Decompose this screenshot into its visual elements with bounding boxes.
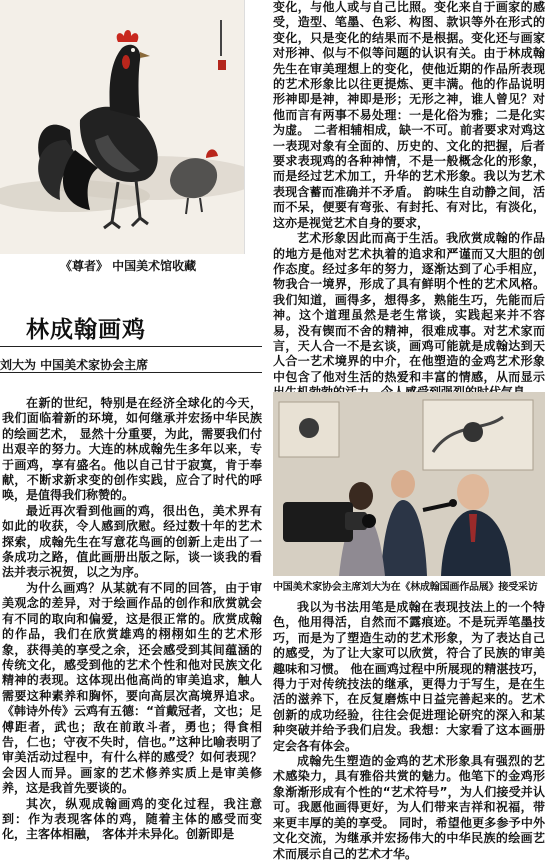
author-line: 刘大为 中国美术家协会主席 — [0, 358, 149, 372]
author-divider — [0, 372, 262, 373]
left-column — [2, 396, 262, 843]
photo-caption: 中国美术家协会主席刘大为在《林成翰国画作品展》接受采访 — [273, 582, 538, 593]
title-divider — [0, 346, 262, 347]
paragraph: 为什么画鸡？从某就有不同的回答，由于审美观念的差异，对于绘画作品的创作和欣赏就会有不同的取向和偏爱，这是很正常的。欣赏成翰的作品，我们在欣赏雄鸡的栩栩如生的艺术形象，获得美的享受之余，还会感受到其间蕴涵的传统文化，感受到他的艺术个性和他对民族文化精神的表现。这体现出他高尚的审美追求，触人需要这种素养和胸怀，要向高层次高境界追求。《韩诗外传》云鸡有五德：“首戴冠者，文也；足傅距者，武也；敌在前敢斗者，勇也；得食相告，仁也；守夜不失时，信也。”这种比喻表明了审美活动过程中，有什么样的感受？如何表现？会因人而异。画家的艺术修养实质上是审美修养，这是我首先要谈的。 — [2, 580, 262, 796]
paragraph: 艺术形象因此而高于生活。我欣赏成翰的作品的地方是他对艺术执着的追求和严谨而又大胆的创作态度。经过多年的努力，逐渐达到了心手相应，物我合一境界，形成了具有鲜明个性的艺术风格。我们知道，画得多，想得多，熟能生巧，先能而后神。这个道理虽然是老生常谈，实践起来并不容易，没有锲而不舍的精神，很难成事。对艺术家而言，天人合一不是玄谈，画鸡可能就是成翰达到天人合一艺术境界的中介，在他塑造的金鸡艺术形象中包含了他对生活的热爱和丰富的情感，从而显示 — [273, 231, 545, 384]
interview-scene-illustration — [273, 392, 545, 576]
interview-photo — [273, 392, 545, 576]
rooster-ink-illustration — [0, 0, 244, 254]
paragraph: 其次，纵观成翰画鸡的变化过程，我注意到：作为表现客体的鸡，随着主体的感受而变化，主客体相融， 客体并未异化。创新即是 — [2, 796, 262, 842]
painting-caption: 《尊者》 中国美术馆收藏 — [60, 259, 197, 273]
paragraph: 我以为书法用笔是成翰在表现技法上的一个特色，他用得活，自然而不露痕迹。不是玩弄笔墨技巧，而是为了塑造生动的艺术形象，为了表达自己的感受，为了让大家可以欣赏，符合了民族的审美趣味和习惯。 他在画鸡过程中所展现的精湛技巧，得力于对传统技法的继承，更得力于写生，是在生活的滋养下，在反复磨炼中日益完善起来的。艺术创新的成功经验，往往会促进理论研究的深入和某种突破并给予我们启发。我想：大家看了这本画册定会各有体会。 — [273, 600, 545, 753]
paragraph: 最近再次看到他画的鸡，很出色，美术界有如此的收获，令人感到欣慰。经过数十年的艺术探索，成翰先生在写意花鸟画的创新上走出了一条成功之路，值此画册出版之际，谈一谈我的看法并表示祝贺，以之为序。 — [2, 503, 262, 580]
paragraph: 成翰先生塑造的金鸡的艺术形象具有强烈的艺术感染力，具有雅俗共赏的魅力。他笔下的金鸡形象渐渐形成有个性的“艺术符号”，为人们接受并认可。我愿他画得更好，为人们带来吉祥和祝福，带来更丰厚的美的享受。 同时，希望他更多参予中外文化交流，为继承并宏扬伟大的中华民族的绘画艺术而展示自己的艺术才华。 — [273, 754, 545, 861]
paragraph: 变化，与他人或与自己比照。变化来自于画家的感受，造型、笔墨、色彩、构图、款识等外在形式的变化，只是变化的结果而不是根据。变化还与画家对形神、似与不似等问题的认识有关。由于林成翰先生在审美理想上的变化，使他近期的作品所表现的艺术形象比以往更提炼、更丰满。他的作品说明形神即是神，神即是形；无形之神，谁人曾见？对他而言有两事不易处理：一是化俗为雅；二是化实为虚。 二者相辅相成，缺一不可。前者要求对鸡这一表现对象有全面的、历史的、文化的把握，后者要求表现鸡的各种神情，不是一般概念化的形象，而是经过艺术加工，升华的艺术形象。我以为艺术表现含蓄而准确并不矛盾。 韵味生自动静之间，活而不呆，便要有弯张、有封托、有对比，有淡化，这亦是视觉艺术自身的要求， — [273, 0, 545, 230]
rooster-painting — [0, 0, 245, 254]
paragraph: 在新的世纪，特别是在经济全球化的今天，我们面临着新的环境，如何继承并宏扬中华民族的绘画艺术， 显然十分重要，为此，需要我们付出艰辛的努力。大连的林成翰先生多年以来，专于画鸡，享有盛名。他以自己甘于寂寞，肯于奉献，不断求新求变的创作实践，应合了时代的呼唤，是值得我们称赞的。 — [2, 396, 262, 503]
article-title: 林成翰画鸡 — [26, 317, 146, 343]
right-column-bottom — [273, 600, 545, 862]
right-column-top — [273, 0, 545, 401]
